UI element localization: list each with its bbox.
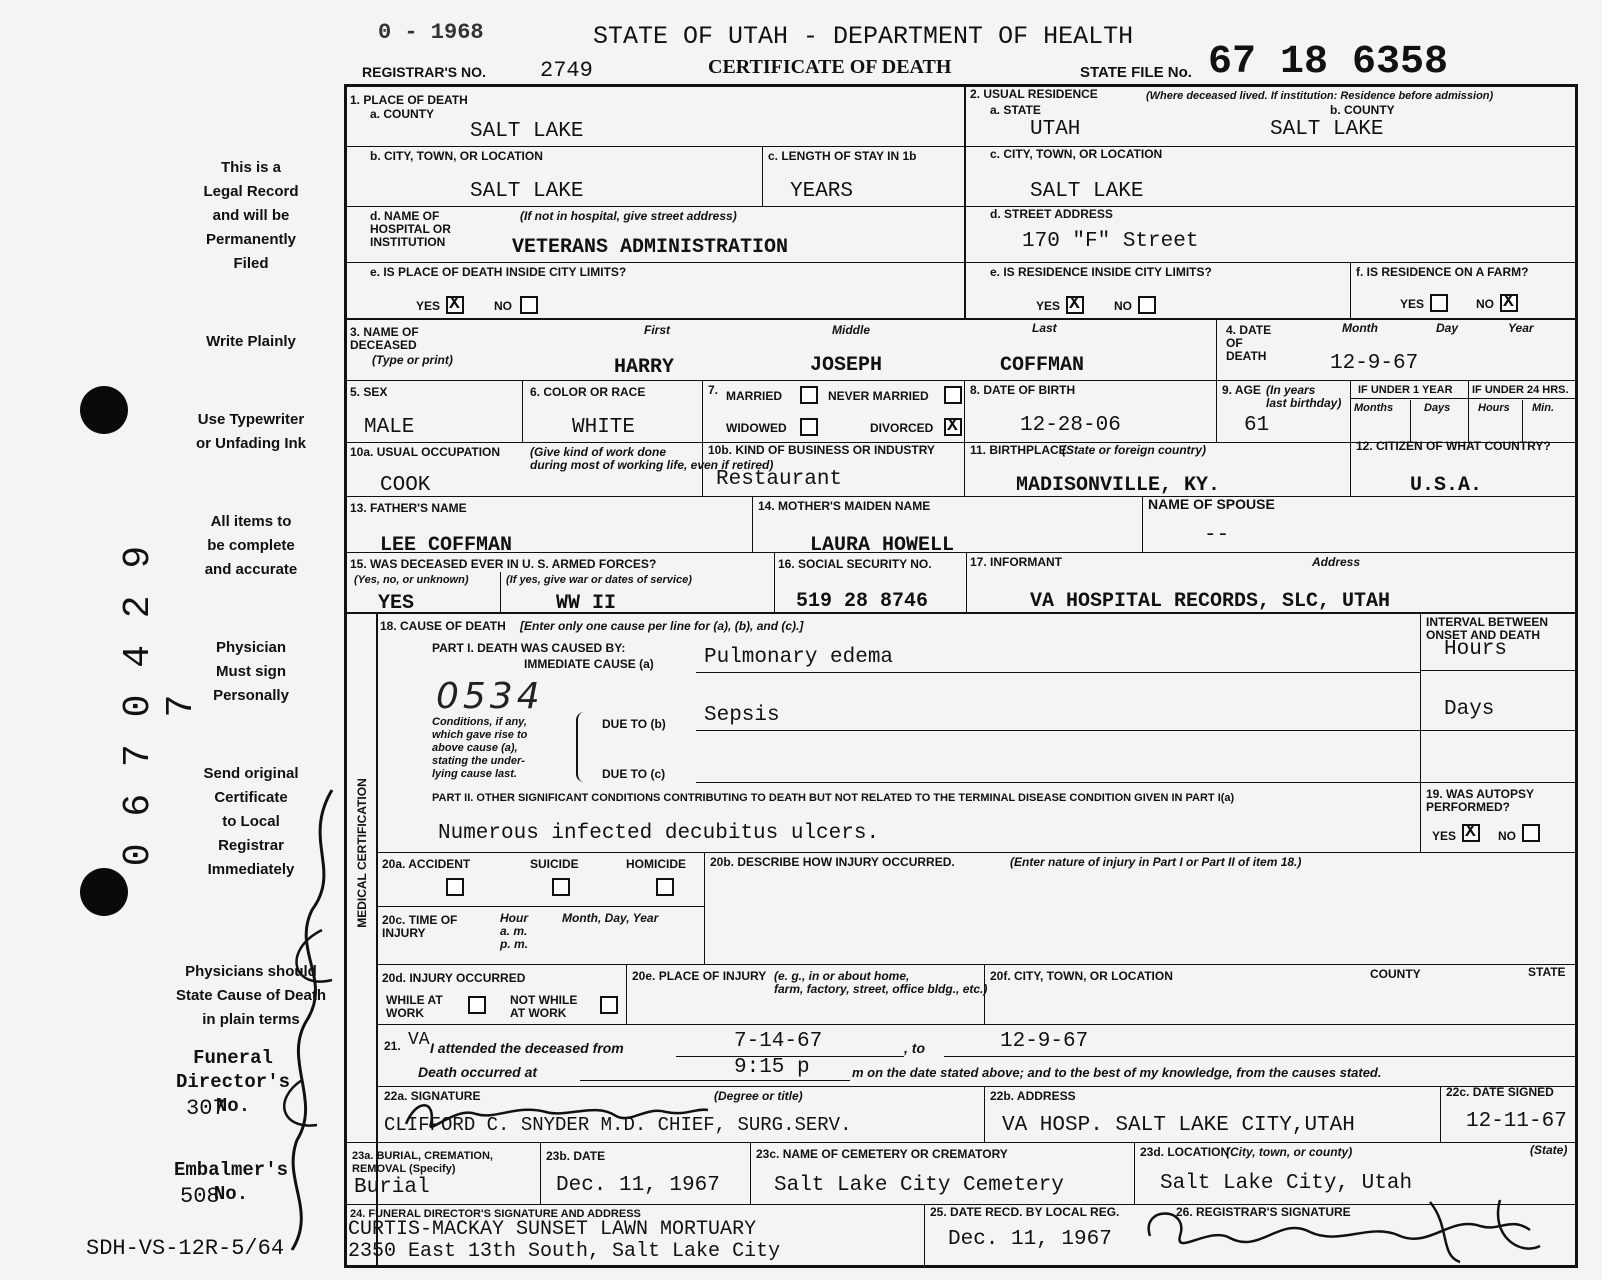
item10a-note: (Give kind of work done during most of working life, even if retired) — [530, 445, 774, 472]
note-physician: Physician Must sign Personally — [213, 639, 289, 704]
item24-label: 24. FUNERAL DIRECTOR'S SIGNATURE AND ADDRESS — [350, 1208, 641, 1220]
armed-forces-value: YES — [378, 592, 415, 615]
state-file-no: 67 18 6358 — [1208, 40, 1449, 85]
item10b-label: 10b. KIND OF BUSINESS OR INDUSTRY — [708, 443, 935, 457]
autopsy-no-checkbox[interactable] — [1522, 824, 1540, 842]
funeral-director-no: 307 — [186, 1096, 226, 1121]
registrar-no-label: REGISTRAR'S NO. — [362, 64, 486, 80]
while-at-work-label: WHILE AT WORK — [386, 993, 443, 1020]
item11-label: 11. BIRTHPLACE — [970, 443, 1067, 457]
no-label: NO — [1114, 299, 1132, 313]
address-value: VA HOSP. SALT LAKE CITY,UTAH — [1002, 1114, 1355, 1137]
last-name-value: COFFMAN — [1000, 354, 1085, 377]
item23d-label: 23d. LOCATION — [1140, 1145, 1230, 1159]
item26-label: 26. REGISTRAR'S SIGNATURE — [1176, 1205, 1351, 1219]
not-while-work-checkbox[interactable] — [600, 996, 618, 1014]
funeral-address-value: 2350 East 13th South, Salt Lake City — [348, 1240, 781, 1263]
divorced-label: DIVORCED — [870, 421, 934, 435]
death-date-value: 12-9-67 — [1330, 352, 1419, 375]
occupation-value: COOK — [380, 474, 431, 497]
item1b-label: b. CITY, TOWN, OR LOCATION — [370, 149, 543, 163]
interval-b-value: Days — [1444, 698, 1495, 721]
item14-label: 14. MOTHER'S MAIDEN NAME — [758, 499, 931, 513]
item23c-label: 23c. NAME OF CEMETERY OR CREMATORY — [756, 1147, 1008, 1161]
certificate-subtitle: CERTIFICATE OF DEATH — [708, 56, 952, 78]
funeral-director-value: CURTIS-MACKAY SUNSET LAWN MORTUARY — [348, 1218, 757, 1241]
due-to-b-label: DUE TO (b) — [602, 717, 666, 731]
item19-label: 19. WAS AUTOPSY PERFORMED? — [1426, 787, 1535, 814]
month-label: Month — [1342, 321, 1378, 335]
item18-label: 18. CAUSE OF DEATH — [380, 619, 506, 633]
county-value: SALT LAKE — [470, 120, 584, 143]
item5-label: 5. SEX — [350, 385, 388, 399]
item20d-label: 20d. INJURY OCCURRED — [382, 971, 526, 985]
farm-yes-checkbox[interactable] — [1430, 294, 1448, 312]
item2c-label: c. CITY, TOWN, OR LOCATION — [990, 147, 1163, 161]
handwritten-signature-registrar — [1130, 1196, 1550, 1268]
immediate-cause-label: IMMEDIATE CAUSE (a) — [524, 657, 654, 671]
item20b-label: 20b. DESCRIBE HOW INJURY OCCURRED. — [710, 855, 955, 869]
item7-label: 7. — [708, 383, 719, 397]
widowed-checkbox[interactable] — [800, 418, 818, 436]
middle-label: Middle — [832, 323, 870, 337]
attended-to-value: 12-9-67 — [1000, 1030, 1089, 1053]
cemetery-value: Salt Lake City Cemetery — [774, 1174, 1064, 1197]
item22a-label: 22a. SIGNATURE — [384, 1089, 481, 1103]
due-to-c-label: DUE TO (c) — [602, 767, 666, 781]
x-mark: X — [947, 416, 958, 436]
hours-label: Hours — [1478, 402, 1510, 414]
father-value: LEE COFFMAN — [380, 534, 513, 557]
res-city-no-checkbox[interactable] — [1138, 296, 1156, 314]
item6-label: 6. COLOR OR RACE — [530, 385, 646, 399]
place-no-checkbox[interactable] — [520, 296, 538, 314]
attended-from-value: 7-14-67 — [734, 1030, 823, 1053]
race-value: WHITE — [572, 416, 636, 439]
page-title: STATE OF UTAH - DEPARTMENT OF HEALTH — [593, 22, 1134, 51]
item8-label: 8. DATE OF BIRTH — [970, 383, 1076, 397]
part2-value: Numerous infected decubitus ulcers. — [438, 822, 880, 845]
item21-label: 21. — [384, 1039, 401, 1053]
item2a-label: a. STATE — [990, 103, 1041, 117]
res-county-value: SALT LAKE — [1270, 118, 1384, 141]
attended-prefix: VA — [408, 1030, 430, 1050]
day-label: Day — [1436, 321, 1459, 335]
punch-hole-top — [80, 386, 128, 434]
part1-label: PART I. DEATH WAS CAUSED BY: — [432, 641, 626, 655]
signature-value: CLIFFORD C. SNYDER M.D. CHIEF, SURG.SERV. — [384, 1114, 852, 1136]
min-label: Min. — [1532, 402, 1554, 414]
res-city-value: SALT LAKE — [1030, 180, 1144, 203]
item2f-label: f. IS RESIDENCE ON A FARM? — [1356, 265, 1529, 279]
stay-value: YEARS — [790, 180, 854, 203]
item2-note: (Where deceased lived. If institution: Residence before admission) — [1146, 90, 1494, 102]
x-mark: X — [1465, 822, 1476, 842]
suicide-checkbox[interactable] — [552, 878, 570, 896]
x-mark: X — [449, 294, 460, 314]
last-label: Last — [1032, 321, 1057, 335]
homicide-label: HOMICIDE — [626, 857, 686, 871]
first-label: First — [644, 323, 671, 337]
item1d-label: d. NAME OF HOSPITAL OR INSTITUTION — [370, 209, 451, 249]
death-occurred-label: Death occurred at — [418, 1064, 538, 1080]
not-while-work-label: NOT WHILE AT WORK — [510, 993, 578, 1020]
item15-note1: (Yes, no, or unknown) — [354, 574, 469, 586]
state-label: STATE — [1528, 965, 1566, 979]
item2e-label: e. IS RESIDENCE INSIDE CITY LIMITS? — [990, 265, 1212, 279]
item23b-label: 23b. DATE — [546, 1149, 606, 1163]
sex-value: MALE — [364, 416, 415, 439]
citizen-value: U.S.A. — [1410, 474, 1483, 497]
handwritten-signature-doctor — [396, 1094, 716, 1140]
item1d-note: (If not in hospital, give street address) — [520, 209, 737, 223]
informant-value: VA HOSPITAL RECORDS, SLC, UTAH — [1030, 590, 1391, 613]
widowed-label: WIDOWED — [726, 421, 787, 435]
yes-label: YES — [1036, 299, 1061, 313]
birthplace-value: MADISONVILLE, KY. — [1016, 474, 1221, 497]
item3-label: 3. NAME OF DECEASED — [350, 325, 419, 352]
item15-note2: (If yes, give war or dates of service) — [506, 574, 692, 586]
never-married-checkbox[interactable] — [944, 386, 962, 404]
mother-value: LAURA HOWELL — [810, 534, 955, 557]
item4-label: 4. DATE OF DEATH — [1226, 323, 1272, 363]
embalmer-label: Embalmer's No. — [173, 1159, 289, 1205]
item1a-label: a. COUNTY — [370, 107, 435, 121]
street-value: 170 "F" Street — [1022, 230, 1199, 253]
no-label: NO — [1476, 297, 1494, 311]
location-value: Salt Lake City, Utah — [1160, 1172, 1413, 1195]
days-label: Days — [1424, 402, 1451, 414]
item2b-label: b. COUNTY — [1330, 103, 1395, 117]
item1c-label: c. LENGTH OF STAY IN 1b — [768, 149, 917, 163]
months-label: Months — [1354, 402, 1394, 414]
item20e-note: (e. g., in or about home, farm, factory, street, office bldg., etc.) — [774, 969, 988, 996]
hour-ampm-label: Hour a. m. p. m. — [500, 911, 529, 951]
interval-a-value: Hours — [1444, 638, 1508, 661]
item20b-note: (Enter nature of injury in Part I or Part II of item 18.) — [1010, 855, 1302, 869]
suicide-label: SUICIDE — [530, 857, 579, 871]
item9-label: 9. AGE — [1222, 383, 1261, 397]
under-1-year-label: IF UNDER 1 YEAR — [1358, 384, 1453, 396]
note-write-plainly: Write Plainly — [206, 333, 296, 350]
m-on-label: m on the date stated above; and to the best of my knowledge, from the causes stated. — [852, 1065, 1382, 1080]
accident-checkbox[interactable] — [446, 878, 464, 896]
war-value: WW II — [556, 592, 617, 615]
handwritten-code: 0534 — [436, 676, 544, 717]
no-label: NO — [494, 299, 512, 313]
business-value: Restaurant — [716, 468, 843, 491]
item23a-label: 23a. BURIAL, CREMATION, REMOVAL (Specify) — [352, 1150, 493, 1175]
registrar-no: 2749 — [540, 58, 593, 83]
item23d-state: (State) — [1530, 1143, 1568, 1157]
spouse-label: NAME OF SPOUSE — [1148, 496, 1275, 512]
item3-note: (Type or print) — [372, 353, 453, 367]
funeral-director-label: Funeral Director's No. — [175, 1047, 291, 1117]
middle-name-value: JOSEPH — [810, 354, 883, 377]
item13-label: 13. FATHER'S NAME — [350, 501, 467, 515]
date-signed-value: 12-11-67 — [1466, 1110, 1567, 1133]
item10a-label: 10a. USUAL OCCUPATION — [350, 445, 501, 459]
item17-label: 17. INFORMANT — [970, 555, 1063, 569]
conditions-brace — [576, 712, 586, 782]
item11-note: (State or foreign country) — [1062, 443, 1207, 457]
item15-label: 15. WAS DECEASED EVER IN U. S. ARMED FORCES? — [350, 557, 657, 571]
year-label: Year — [1508, 321, 1534, 335]
item1e-label: e. IS PLACE OF DEATH INSIDE CITY LIMITS? — [370, 265, 627, 279]
item20a-label: 20a. ACCIDENT — [382, 857, 471, 871]
item25-label: 25. DATE RECD. BY LOCAL REG. — [930, 1205, 1120, 1219]
cause-b-value: Sepsis — [704, 704, 780, 727]
state-file-label: STATE FILE No. — [1080, 64, 1192, 81]
note-complete: All items to be complete and accurate — [204, 513, 298, 578]
res-state-value: UTAH — [1030, 118, 1081, 141]
county-label: COUNTY — [1370, 967, 1421, 981]
homicide-checkbox[interactable] — [656, 878, 674, 896]
hospital-value: VETERANS ADMINISTRATION — [512, 236, 789, 259]
conditions-note: Conditions, if any, which gave rise to above cause (a), stating the under- lying cause last. — [432, 716, 528, 780]
x-mark: X — [1503, 292, 1514, 312]
degree-label: (Degree or title) — [714, 1089, 803, 1103]
burial-value: Burial — [354, 1176, 430, 1199]
vertical-serial: 0 6 7 0 4 2 9 7 — [117, 543, 203, 867]
mdy-label: Month, Day, Year — [562, 911, 659, 925]
married-label: MARRIED — [726, 389, 782, 403]
note-send-original: Send original Certificate to Local Registrar Immediately — [203, 765, 299, 878]
address-label: Address — [1312, 555, 1361, 569]
item16-label: 16. SOCIAL SECURITY NO. — [778, 557, 932, 571]
item23d-note: (City, town, or county) — [1226, 1145, 1353, 1159]
item12-label: 12. CITIZEN OF WHAT COUNTRY? — [1356, 439, 1551, 453]
note-cause: Physicians should State Cause of Death in plain terms — [175, 963, 327, 1028]
item9-note: (In years last birthday) — [1266, 383, 1342, 410]
married-checkbox[interactable] — [800, 386, 818, 404]
first-name-value: HARRY — [614, 356, 675, 379]
medical-certification-label: MEDICAL CERTIFICATION — [355, 778, 369, 928]
x-mark: X — [1069, 294, 1080, 314]
never-married-label: NEVER MARRIED — [828, 389, 929, 403]
no-label: NO — [1498, 829, 1516, 843]
date-stamp: 0 - 1968 — [378, 20, 484, 45]
item1-label: 1. PLACE OF DEATH — [350, 93, 468, 107]
attended-label: I attended the deceased from — [430, 1040, 624, 1056]
item22b-label: 22b. ADDRESS — [990, 1089, 1076, 1103]
item2d-label: d. STREET ADDRESS — [990, 207, 1113, 221]
yes-label: YES — [1432, 829, 1457, 843]
form-code: SDH-VS-12R-5/64 — [86, 1236, 285, 1261]
item20f-label: 20f. CITY, TOWN, OR LOCATION — [990, 969, 1173, 983]
birth-date-value: 12-28-06 — [1020, 414, 1121, 437]
yes-label: YES — [1400, 297, 1425, 311]
note-typewriter: Use Typewriter or Unfading Ink — [196, 411, 306, 452]
note-legal-record: This is a Legal Record and will be Permanently Filed — [203, 159, 299, 272]
while-work-checkbox[interactable] — [468, 996, 486, 1014]
yes-label: YES — [416, 299, 441, 313]
date-recd-value: Dec. 11, 1967 — [948, 1228, 1112, 1251]
part2-label: PART II. OTHER SIGNIFICANT CONDITIONS CONTRIBUTING TO DEATH BUT NOT RELATED TO THE TERMINAL DISEASE CONDITION GIVEN IN PART I(a) — [432, 792, 1235, 804]
item20c-label: 20c. TIME OF INJURY — [382, 913, 458, 940]
item20e-label: 20e. PLACE OF INJURY — [632, 969, 767, 983]
ssn-value: 519 28 8746 — [796, 590, 929, 613]
embalmer-no: 508 — [180, 1184, 220, 1209]
city-value: SALT LAKE — [470, 180, 584, 203]
age-value: 61 — [1244, 414, 1270, 437]
cause-a-value: Pulmonary edema — [704, 646, 894, 669]
item22c-label: 22c. DATE SIGNED — [1446, 1085, 1554, 1099]
under-24-hrs-label: IF UNDER 24 HRS. — [1472, 384, 1569, 396]
to-label: , to — [904, 1040, 925, 1056]
interval-label: INTERVAL BETWEEN ONSET AND DEATH — [1426, 615, 1549, 642]
item18-note: [Enter only one cause per line for (a), (b), and (c).] — [520, 619, 804, 633]
item2-label: 2. USUAL RESIDENCE — [970, 87, 1098, 101]
burial-date-value: Dec. 11, 1967 — [556, 1174, 720, 1197]
death-time-value: 9:15 p — [734, 1056, 810, 1079]
spouse-value: -- — [1204, 524, 1230, 547]
